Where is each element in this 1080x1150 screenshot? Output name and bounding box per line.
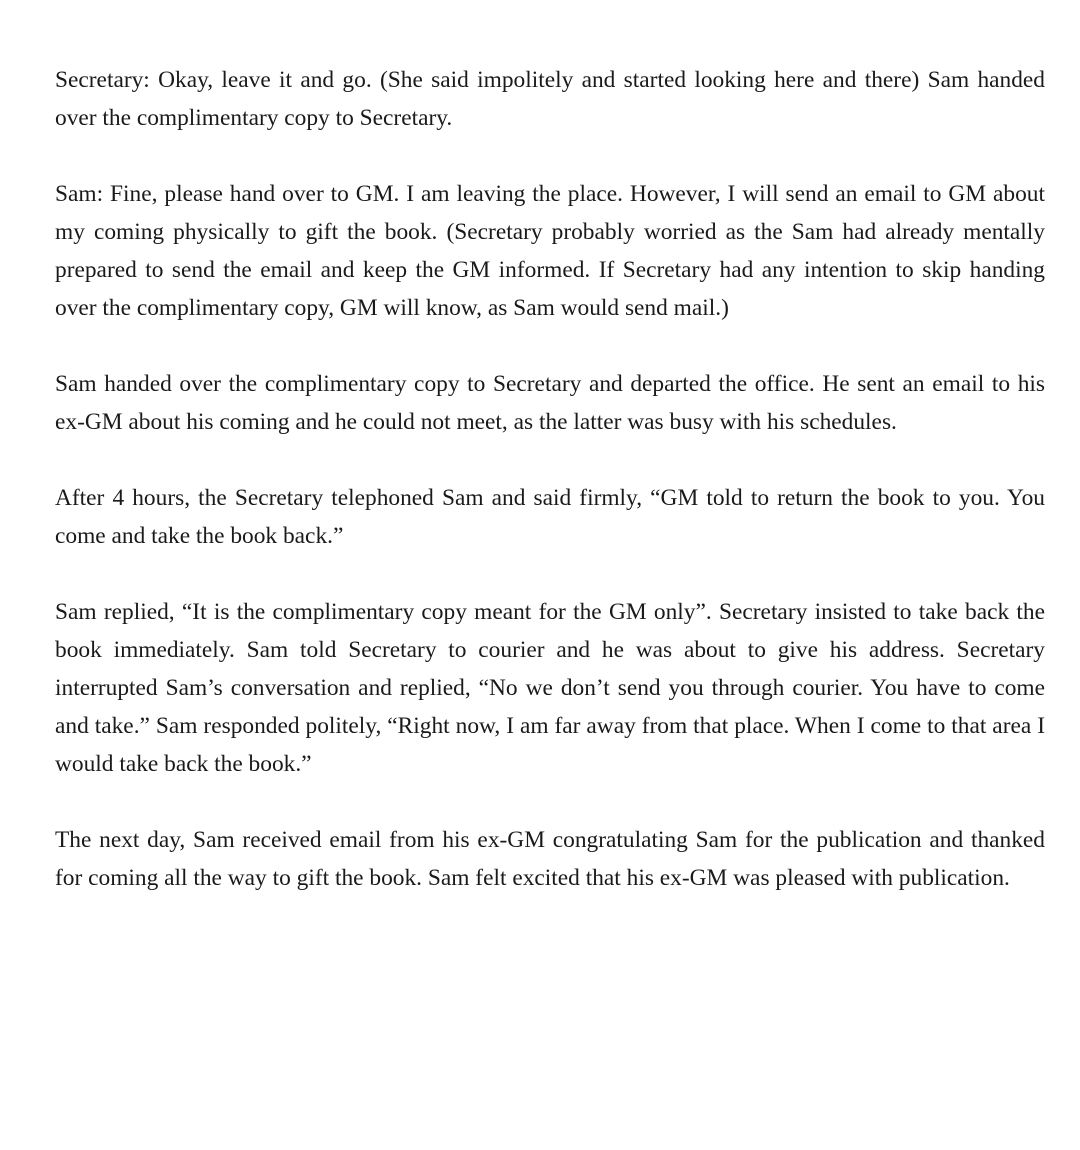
paragraph-sam-fine: Sam: Fine, please hand over to GM. I am leaving the place. However, I will send an email to GM about my coming physically to gift the book. (Secretary probably worried as the Sam had already mentally prepared to send the email and keep the GM informed. If Secretary had any intention to skip handing over the complimentary copy, GM will know, as Sam would send mail.) [55,181,1045,321]
document-body [55,61,1045,935]
paragraph-next-day: The next day, Sam received email from his ex-GM congratulating Sam for the publication and thanked for coming all the way to gift the book. Sam felt excited that his ex-GM was pleased with publication. [55,827,1045,891]
paragraph-secretary-okay: Secretary: Okay, leave it and go. (She said impolitely and started looking here and there) Sam handed over the complimentary copy to Secretary. [55,67,1045,131]
paragraph-sam-handed-over: Sam handed over the complimentary copy to Secretary and departed the office. He sent an email to his ex-GM about his coming and he could not meet, as the latter was busy with his schedules. [55,371,1045,435]
paragraph-sam-replied: Sam replied, “It is the complimentary copy meant for the GM only”. Secretary insisted to take back the book immediately. Sam told Secretary to courier and he was about to give his address. Secretary interrupted Sam’s conversation and replied, “No we don’t send you through courier. You have to come and take.” Sam responded politely, “Right now, I am far away from that place. When I come to that area I would take back the book.” [55,599,1045,777]
paragraph-after-4-hours: After 4 hours, the Secretary telephoned Sam and said firmly, “GM told to return the book to you. You come and take the book back.” [55,485,1045,549]
